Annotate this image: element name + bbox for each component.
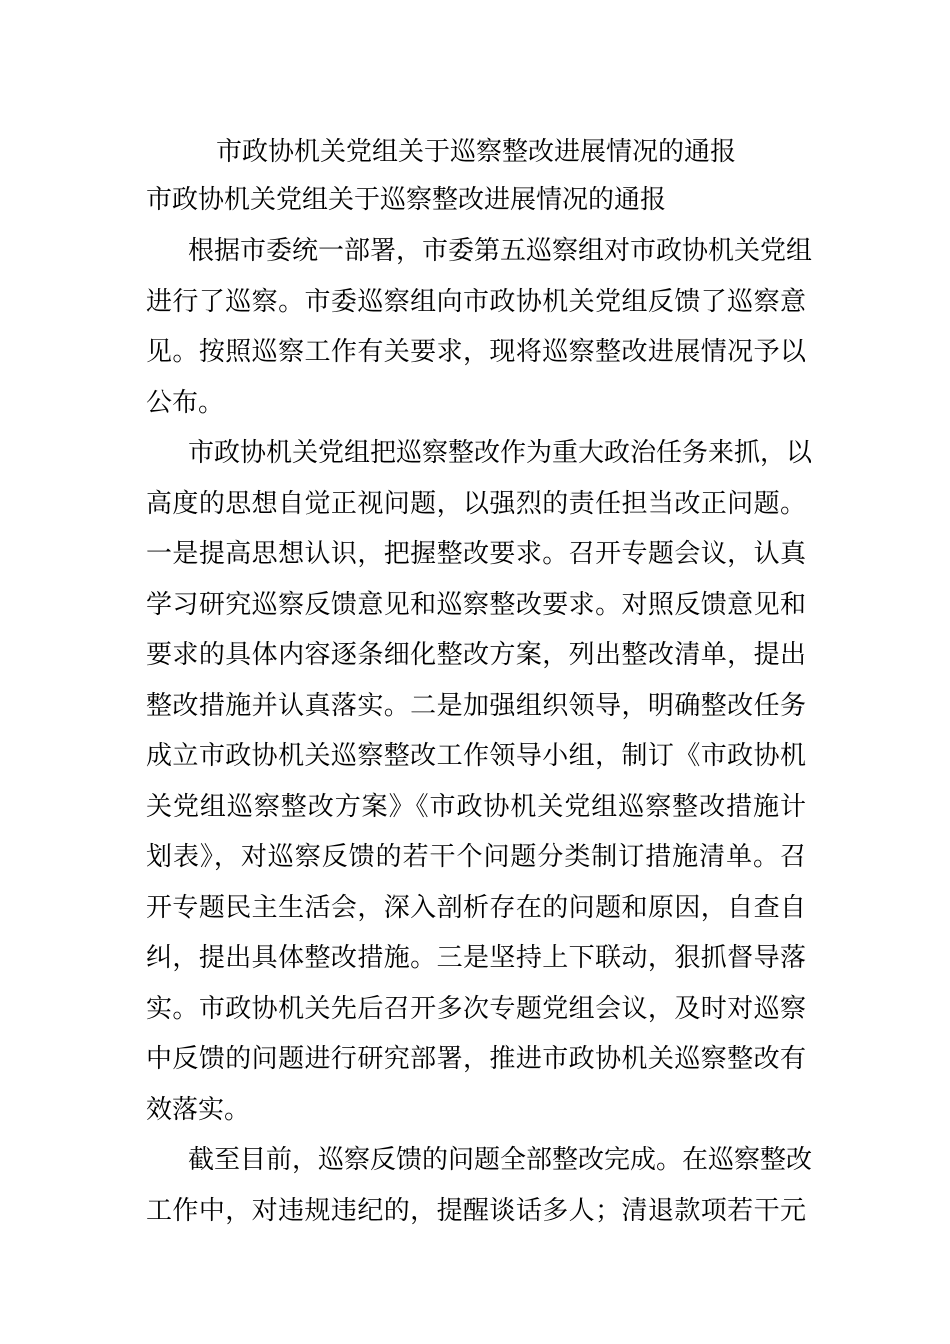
paragraph-1 bbox=[146, 226, 813, 428]
text-line: 进行了巡察。市委巡察组向市政协机关党组反馈了巡察意 bbox=[146, 286, 806, 317]
text-line: 要求的具体内容逐条细化整改方案，列出整改清单，提出 bbox=[146, 640, 806, 670]
text-line: 高度的思想自觉正视问题，以强烈的责任担当改正问题。 bbox=[146, 488, 806, 519]
text-line: 效落实。 bbox=[146, 1094, 251, 1125]
text-line: 截至目前，巡察反馈的问题全部整改完成。在巡察整改 bbox=[188, 1145, 813, 1175]
text-line: 公布。 bbox=[146, 387, 225, 418]
text-line: 关党组巡察整改方案》《市政协机关党组巡察整改措施计 bbox=[146, 791, 806, 822]
document-subtitle: 市政协机关党组关于巡察整改进展情况的通报 bbox=[146, 185, 667, 215]
text-line: 市政协机关党组把巡察整改作为重大政治任务来抓，以 bbox=[188, 438, 813, 468]
text-line: 一是提高思想认识，把握整改要求。召开专题会议，认真 bbox=[146, 539, 806, 569]
text-line: 学习研究巡察反馈意见和巡察整改要求。对照反馈意见和 bbox=[146, 589, 806, 620]
document-title: 市政协机关党组关于巡察整改进展情况的通报 bbox=[215, 137, 736, 167]
text-line: 根据市委统一部署，市委第五巡察组对市政协机关党组 bbox=[188, 236, 813, 266]
document-body bbox=[146, 226, 813, 1236]
text-line: 划表》，对巡察反馈的若干个问题分类制订措施清单。召 bbox=[146, 842, 806, 872]
paragraph-3 bbox=[146, 1135, 813, 1236]
text-line: 中反馈的问题进行研究部署，推进市政协机关巡察整改有 bbox=[146, 1044, 806, 1074]
paragraph-2 bbox=[146, 428, 813, 1135]
text-line: 成立市政协机关巡察整改工作领导小组，制订《市政协机 bbox=[146, 741, 806, 771]
text-line: 整改措施并认真落实。二是加强组织领导，明确整改任务 bbox=[146, 690, 806, 721]
text-line: 实。市政协机关先后召开多次专题党组会议，及时对巡察 bbox=[146, 993, 806, 1024]
text-line: 见。按照巡察工作有关要求，现将巡察整改进展情况予以 bbox=[146, 337, 806, 367]
text-line: 开专题民主生活会，深入剖析存在的问题和原因，自查自 bbox=[146, 892, 806, 923]
text-line: 纠，提出具体整改措施。三是坚持上下联动，狠抓督导落 bbox=[146, 943, 806, 973]
text-line: 工作中，对违规违纪的，提醒谈话多人；清退款项若干元 bbox=[146, 1195, 806, 1226]
